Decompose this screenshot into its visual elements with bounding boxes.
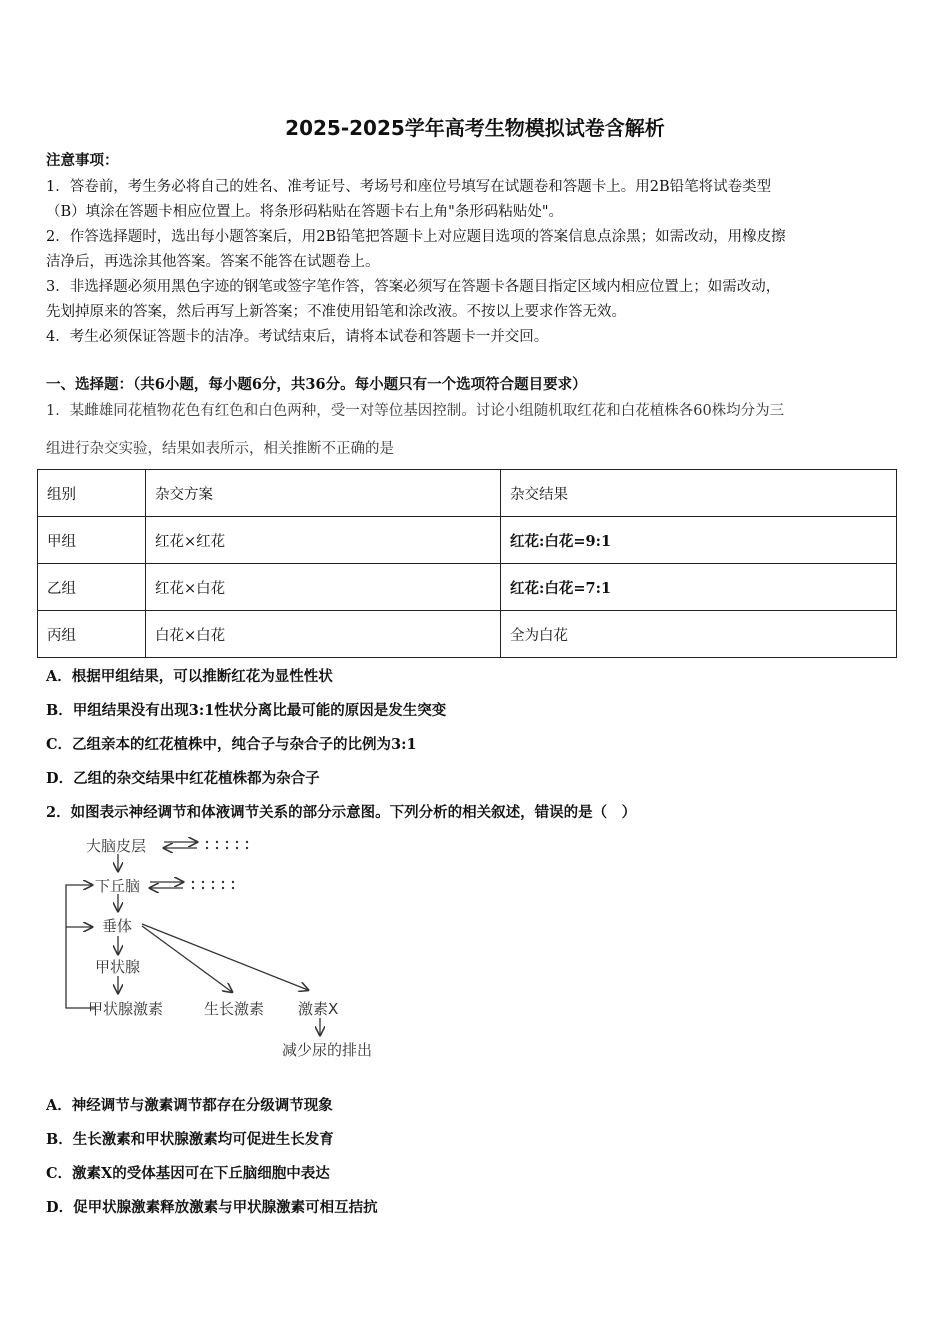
notice-line-6: 先划掉原来的答案，然后再写上新答案；不准使用铅笔和涂改液。不按以上要求作答无效。 [46, 304, 626, 320]
feedback-arrow-icon [66, 885, 96, 1008]
notice-line-1: 1．答卷前，考生务必将自己的姓名、准考证号、考场号和座位号填写在试题卷和答题卡上。用2B铅笔将试卷类型 [46, 179, 772, 195]
table-cell: 白花×白花 [146, 611, 501, 658]
label-pituitary: 垂体 [102, 917, 133, 935]
table-row [38, 517, 897, 564]
q1-table [37, 469, 897, 658]
label-cortex: 大脑皮层 [86, 837, 147, 855]
notice-heading: 注意事项： [46, 152, 119, 169]
arrow-icon [142, 926, 232, 992]
notice-line-7: 4．考生必须保证答题卡的洁净。考试结束后，请将本试卷和答题卡一并交回。 [46, 329, 549, 345]
label-thyroid: 甲状腺 [95, 958, 141, 976]
table-header-row [38, 470, 897, 517]
q1-option-d: D．乙组的杂交结果中红花植株都为杂合子 [46, 770, 320, 787]
label-reduce-urine: 减少尿的排出 [282, 1041, 373, 1059]
q1-option-c: C．乙组亲本的红花植株中，纯合子与杂合子的比例为3:1 [46, 736, 417, 753]
q2-option-b: B．生长激素和甲状腺激素均可促进生长发育 [46, 1131, 334, 1148]
table-cell: 红花:白花=9:1 [501, 517, 897, 564]
table-cell: 甲组 [38, 517, 146, 564]
q1-option-a: A．根据甲组结果，可以推断红花为显性性状 [46, 668, 333, 685]
table-row [38, 611, 897, 658]
table-cell: 红花:白花=7:1 [501, 564, 897, 611]
label-hormone-x: 激素X [298, 1000, 339, 1018]
section-heading: 一、选择题：（共6小题，每小题6分，共36分。每小题只有一个选项符合题目要求） [46, 376, 587, 393]
table-cell: 红花×红花 [146, 517, 501, 564]
label-hypothalamus: 下丘脑 [95, 877, 141, 895]
table-cell: 丙组 [38, 611, 146, 658]
q2-stem: 2．如图表示神经调节和体液调节关系的部分示意图。下列分析的相关叙述，错误的是（ ） [46, 804, 637, 821]
table-cell: 全为白花 [501, 611, 897, 658]
label-growth-hormone: 生长激素 [204, 1000, 265, 1018]
q1-stem-line-1: 1．某雌雄同花植物花色有红色和白色两种，受一对等位基因控制。讨论小组随机取红花和白花植株各60株均分为三 [46, 403, 785, 419]
notice-line-5: 3．非选择题必须用黑色字迹的钢笔或签字笔作答，答案必须写在答题卡各题目指定区域内相应位置上；如需改动， [46, 279, 781, 295]
arrow-icon [142, 924, 308, 990]
notice-line-3: 2．作答选择题时，选出每小题答案后，用2B铅笔把答题卡上对应题目选项的答案信息点涂黑；如需改动，用橡皮擦 [46, 229, 786, 245]
q2-option-a: A．神经调节与激素调节都存在分级调节现象 [46, 1097, 333, 1114]
q1-stem-line-2: 组进行杂交实验，结果如表所示，相关推断不正确的是 [46, 441, 394, 457]
dotted-line-icon [192, 841, 248, 889]
notice-line-4: 洁净后，再选涂其他答案。答案不能答在试题卷上。 [46, 254, 380, 270]
q2-option-d: D．促甲状腺激素释放激素与甲状腺激素可相互拮抗 [46, 1199, 378, 1216]
q1-option-b: B．甲组结果没有出现3:1性状分离比最可能的原因是发生突变 [46, 702, 447, 719]
page-title: 2025-2025学年高考生物模拟试卷含解析 [285, 116, 665, 140]
table-header-cell: 组别 [38, 470, 146, 517]
table-cell: 红花×白花 [146, 564, 501, 611]
table-cell: 乙组 [38, 564, 146, 611]
regulation-diagram [62, 830, 392, 1065]
q2-option-c: C．激素X的受体基因可在下丘脑细胞中表达 [46, 1165, 330, 1182]
label-thyroid-hormone: 甲状腺激素 [88, 1000, 164, 1018]
table-row [38, 564, 897, 611]
notice-line-2: （B）填涂在答题卡相应位置上。将条形码粘贴在答题卡右上角"条形码粘贴处"。 [46, 204, 563, 220]
table-header-cell: 杂交方案 [146, 470, 501, 517]
table-header-cell: 杂交结果 [501, 470, 897, 517]
